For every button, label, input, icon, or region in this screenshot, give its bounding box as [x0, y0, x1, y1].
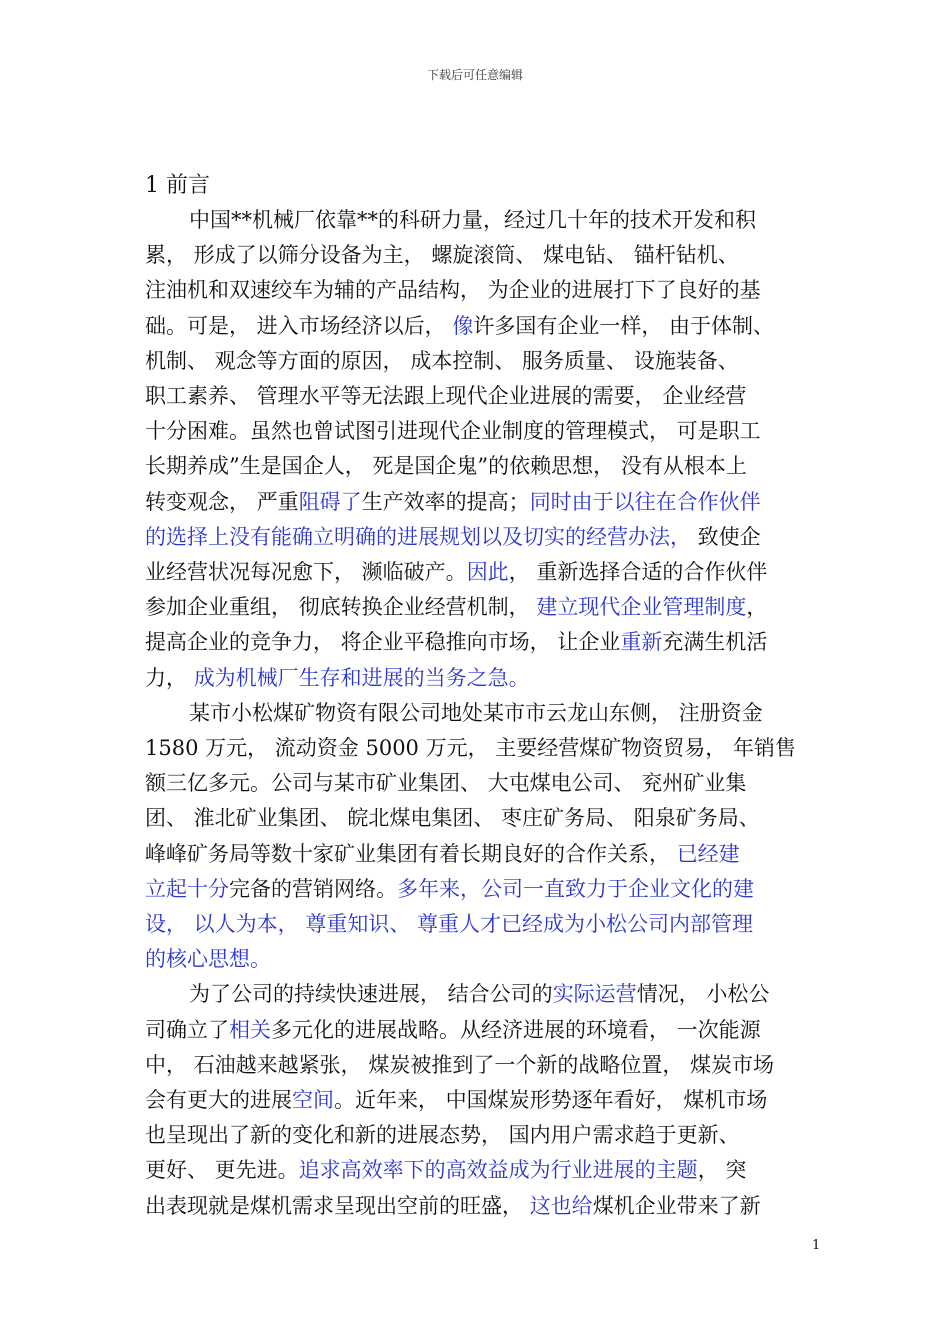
text-run: ， [746, 595, 768, 620]
text-line [145, 696, 825, 731]
text-run: 职工素养、 管理水平等无法跟上现代企业进展的需要， 企业经营 [145, 384, 747, 409]
text-line [145, 977, 825, 1012]
text-line [145, 309, 825, 344]
text-run: 致使企 [691, 524, 761, 549]
text-run: 转变观念， 严重 [145, 489, 299, 514]
highlighted-text: 同时由于以往在合作伙伴 [529, 489, 761, 514]
highlighted-text: 重新 [620, 630, 663, 655]
text-run: 情况， 小松公 [636, 982, 770, 1007]
section-heading: 1 前言 [145, 173, 210, 198]
highlighted-text: 因此 [466, 560, 509, 585]
text-line [145, 907, 825, 942]
text-run: 。近年来， 中国煤炭形势逐年看好， 煤机市场 [334, 1088, 768, 1113]
text-run: 团、 淮北矿业集团、 皖北煤电集团、 枣庄矿务局、 阳泉矿务局、 [145, 806, 760, 831]
highlighted-text: 实际运营 [552, 982, 637, 1007]
text-line [145, 731, 825, 766]
text-run: 业经营状况每况愈下， 濒临破产。 [145, 560, 467, 585]
text-line [145, 1083, 825, 1118]
text-line [145, 379, 825, 414]
text-run: 峰峰矿务局等数十家矿业集团有着长期良好的合作关系， [145, 841, 677, 866]
highlighted-text: 追求高效率下的高效益成为行业进展的主题 [298, 1158, 698, 1183]
text-run: 多元化的进展战略。从经济进展的环境看， 一次能源 [271, 1017, 761, 1042]
text-run: 完备的营销网络。 [229, 876, 397, 901]
text-run: ， 突 [697, 1158, 747, 1183]
text-line [145, 203, 825, 238]
text-run: 司确立了 [145, 1017, 229, 1042]
text-run: 生产效率的提高； [361, 489, 530, 514]
highlighted-text: 阻碍了 [298, 489, 362, 514]
text-line [145, 555, 825, 590]
text-run: 础。可是， 进入市场经济以后， [145, 313, 453, 338]
page-header-note: 下载后可任意编辑 [426, 68, 523, 82]
text-run: 参加企业重组， 彻底转换企业经营机制， [145, 595, 537, 620]
text-run: 中国**机械厂依靠**的科研力量，经过几十年的技术开发和积 [189, 208, 756, 232]
highlighted-text: 空间 [292, 1088, 334, 1113]
text-run: 也呈现出了新的变化和新的进展态势， 国内用户需求趋于更新、 [145, 1123, 740, 1148]
text-line [145, 872, 825, 907]
highlighted-text: 的核心思想。 [145, 947, 271, 972]
text-line [145, 590, 825, 625]
highlighted-text: 多年来，公司一直致力于企业文化的建 [397, 876, 754, 901]
text-line [145, 1118, 825, 1153]
text-run: 机制、 观念等方面的原因， 成本控制、 服务质量、 设施装备、 [145, 348, 739, 373]
highlighted-text: 已经建 [676, 841, 740, 866]
text-line [145, 414, 825, 449]
highlighted-text: 建立现代企业管理制度 [536, 595, 747, 620]
paragraph-lines [145, 203, 825, 1224]
text-run: 出表现就是煤机需求呈现出空前的旺盛， [145, 1193, 530, 1218]
text-line [145, 1048, 825, 1083]
text-line [145, 1153, 825, 1188]
text-line [145, 1189, 825, 1224]
text-run: ， 重新选择合适的合作伙伴 [508, 560, 768, 585]
text-run: 更好、 更先进。 [145, 1158, 299, 1183]
page-number: 1 [812, 1238, 821, 1253]
text-run: 十分困难。虽然也曾试图引进现代企业制度的管理模式， 可是职工 [145, 419, 761, 444]
highlighted-text: 成为机械厂生存和进展的当务之急。 [193, 665, 530, 690]
text-line [145, 661, 825, 696]
text-run: 为了公司的持续快速进展， 结合公司的 [189, 982, 553, 1007]
text-line [145, 1013, 825, 1048]
text-line [145, 520, 825, 555]
text-run: 累， 形成了以筛分设备为主， 螺旋滚筒、 煤电钻、 锚杆钻机、 [145, 243, 739, 268]
text-line [145, 273, 825, 308]
highlighted-text: 立起十分 [145, 876, 229, 901]
text-line [145, 344, 825, 379]
text-line [145, 485, 825, 520]
text-run: 某市小松煤矿物资有限公司地处某市市云龙山东侧， 注册资金 [189, 700, 763, 725]
highlighted-text: 这也给 [529, 1193, 593, 1218]
text-line [145, 837, 825, 872]
text-line [145, 801, 825, 836]
text-line [145, 238, 825, 273]
text-line [145, 449, 825, 484]
highlighted-text: 像 [452, 313, 474, 338]
text-run: 力， [145, 665, 194, 690]
text-run: 1580 万元， 流动资金 5000 万元， 主要经营煤矿物资贸易， 年销售 [145, 736, 796, 761]
text-run: 煤机企业带来了新 [592, 1193, 761, 1218]
text-line [145, 625, 825, 660]
highlighted-text: 相关 [229, 1017, 271, 1042]
text-run: 许多国有企业一样， 由于体制、 [473, 313, 775, 338]
highlighted-text: 设， 以人为本， 尊重知识、 尊重人才已经成为小松公司内部管理 [145, 912, 754, 937]
text-run: 提高企业的竞争力， 将企业平稳推向市场， 让企业 [145, 630, 621, 655]
text-line [145, 766, 825, 801]
text-line [145, 942, 825, 977]
text-run: 中， 石油越来越紧张， 煤炭被推到了一个新的战略位置， 煤炭市场 [145, 1052, 775, 1077]
text-run: 注油机和双速绞车为辅的产品结构， 为企业的进展打下了良好的基 [145, 278, 761, 303]
text-run: 会有更大的进展 [145, 1088, 292, 1113]
document-body [145, 168, 825, 1224]
text-run: 额三亿多元。公司与某市矿业集团、 大屯煤电公司、 兖州矿业集 [145, 771, 747, 796]
text-run: 长期养成”生是国企人， 死是国企鬼”的依赖思想， 没有从根本上 [145, 454, 747, 479]
highlighted-text: 的选择上没有能确立明确的进展规划以及切实的经营办法， [145, 524, 691, 549]
text-run: 充满生机活 [662, 630, 768, 655]
